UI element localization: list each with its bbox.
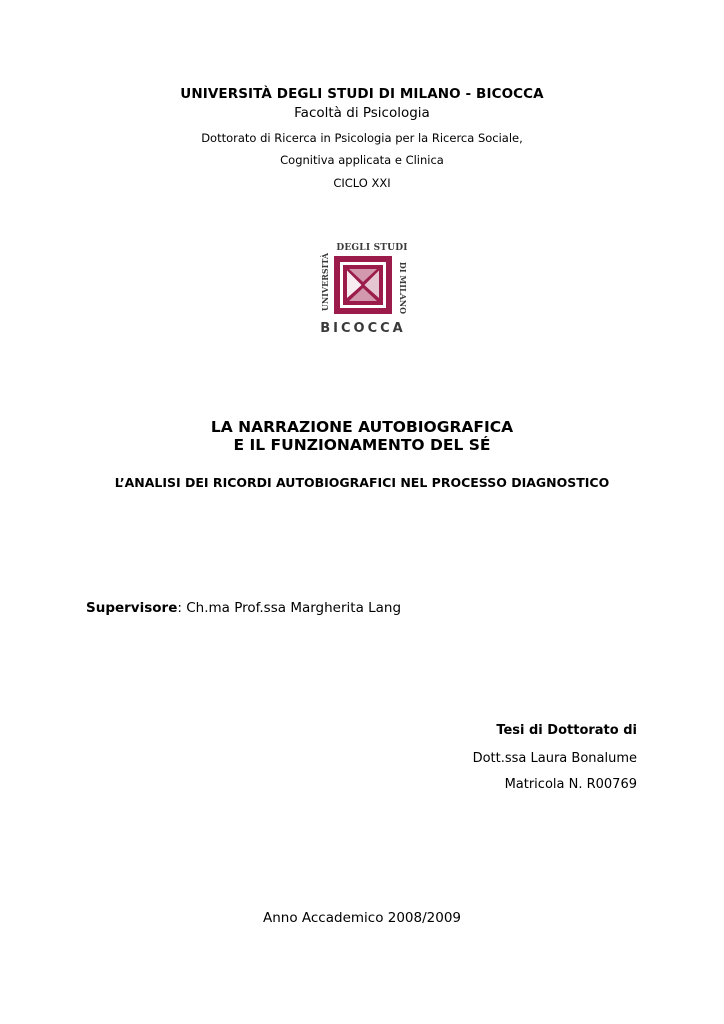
thesis-author: Dott.ssa Laura Bonalume bbox=[472, 751, 637, 766]
doctorate-program-line-2: Cognitiva applicata e Clinica bbox=[280, 153, 444, 167]
supervisor-line bbox=[86, 600, 401, 616]
logo-left-text: UNIVERSITÀ bbox=[320, 252, 330, 312]
thesis-subtitle: L’ANALISI DEI RICORDI AUTOBIOGRAFICI NEL PROCESSO DIAGNOSTICO bbox=[114, 475, 610, 490]
supervisor-label: Supervisore bbox=[86, 600, 178, 616]
logo-bottom-text: BICOCCA bbox=[320, 321, 406, 336]
academic-year: Anno Accademico 2008/2009 bbox=[262, 910, 462, 926]
logo-emblem bbox=[334, 256, 392, 314]
faculty-name: Facoltà di Psicologia bbox=[294, 105, 430, 121]
supervisor-name: Ch.ma Prof.ssa Margherita Lang bbox=[186, 600, 402, 616]
doctorate-program-line-1: Dottorato di Ricerca in Psicologia per la Ricerca Sociale, bbox=[201, 131, 523, 145]
university-logo bbox=[318, 240, 408, 336]
logo-right-text: DI MILANO bbox=[398, 261, 408, 315]
thesis-title-line-2: E IL FUNZIONAMENTO DEL SÉ bbox=[233, 436, 491, 454]
thesis-title-line-1: LA NARRAZIONE AUTOBIOGRAFICA bbox=[210, 418, 514, 436]
doctorate-cycle: CICLO XXI bbox=[333, 176, 391, 190]
logo-top-text: DEGLI STUDI bbox=[336, 243, 408, 253]
university-name: UNIVERSITÀ DEGLI STUDI DI MILANO - BICOCCA bbox=[180, 86, 544, 102]
supervisor-separator: : bbox=[177, 600, 187, 616]
student-id: Matricola N. R00769 bbox=[504, 777, 637, 792]
thesis-label: Tesi di Dottorato di bbox=[496, 723, 637, 738]
bicocca-logo-graphic bbox=[318, 240, 408, 336]
